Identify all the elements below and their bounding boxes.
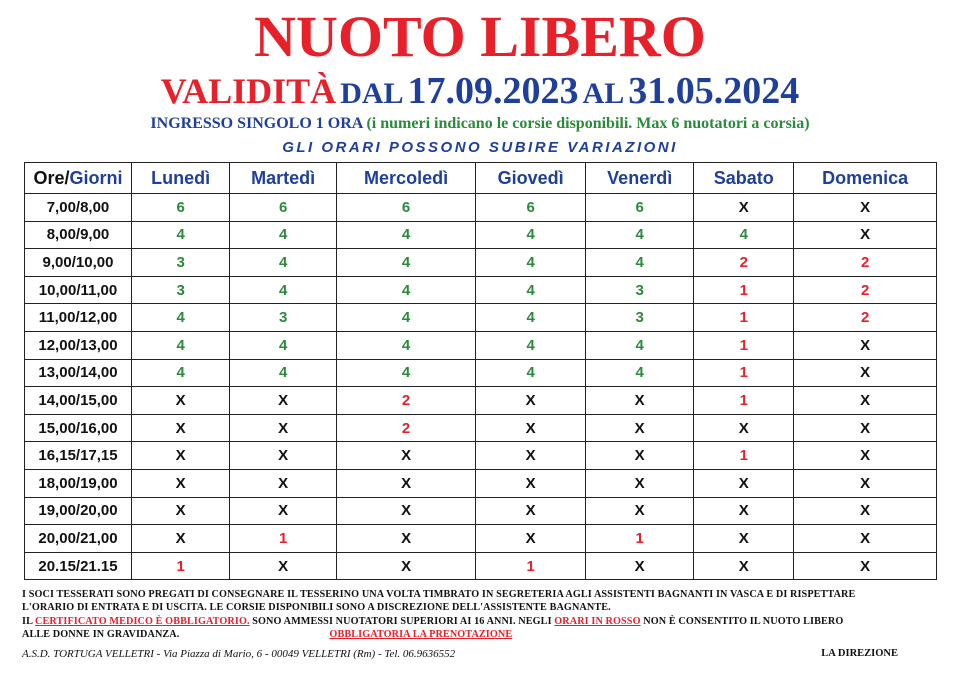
lane-availability-cell: X bbox=[694, 469, 794, 497]
lane-availability-cell: X bbox=[794, 194, 937, 222]
lane-availability-cell: 1 bbox=[694, 304, 794, 332]
table-header-row bbox=[25, 163, 937, 194]
lane-availability-cell: 2 bbox=[336, 414, 475, 442]
to-date: 31.05.2024 bbox=[628, 70, 800, 112]
lane-availability-cell: 4 bbox=[336, 304, 475, 332]
lane-availability-cell: X bbox=[230, 469, 337, 497]
lane-availability-cell: X bbox=[586, 552, 694, 580]
schedule-body bbox=[25, 194, 937, 580]
time-slot-cell: 7,00/8,00 bbox=[25, 194, 132, 222]
lane-availability-cell: 2 bbox=[794, 276, 937, 304]
lane-availability-cell: X bbox=[794, 221, 937, 249]
lane-availability-cell: X bbox=[586, 387, 694, 415]
lane-availability-cell: 1 bbox=[132, 552, 230, 580]
note-fragment: ALLE DONNE IN GRAVIDANZA. bbox=[22, 628, 180, 640]
lane-availability-cell: 4 bbox=[586, 331, 694, 359]
lane-availability-cell: 2 bbox=[794, 249, 937, 277]
lane-availability-cell: X bbox=[336, 442, 475, 470]
lane-availability-cell: X bbox=[230, 497, 337, 525]
table-row bbox=[25, 331, 937, 359]
lane-availability-cell: 1 bbox=[694, 276, 794, 304]
lane-availability-cell: 4 bbox=[230, 276, 337, 304]
lane-availability-cell: 4 bbox=[586, 221, 694, 249]
validity-word: VALIDITÀ bbox=[160, 71, 337, 111]
lane-availability-cell: 6 bbox=[586, 194, 694, 222]
time-slot-cell: 10,00/11,00 bbox=[25, 276, 132, 304]
note-line: I SOCI TESSERATI SONO PREGATI DI CONSEGNARE IL TESSERINO UNA VOLTA TIMBRATO IN SEGRETERIA AGLI ASSISTENTI BAGNANTI IN VASCA E DI RISPETTARE bbox=[22, 589, 856, 600]
lane-availability-cell: 4 bbox=[336, 359, 475, 387]
lane-availability-cell: 4 bbox=[476, 221, 586, 249]
time-slot-cell: 9,00/10,00 bbox=[25, 249, 132, 277]
lane-availability-cell: X bbox=[586, 414, 694, 442]
lane-availability-cell: 4 bbox=[230, 359, 337, 387]
lane-availability-cell: X bbox=[794, 331, 937, 359]
lane-availability-cell: 4 bbox=[586, 359, 694, 387]
lane-availability-cell: 3 bbox=[586, 304, 694, 332]
lane-availability-cell: 4 bbox=[586, 249, 694, 277]
lane-availability-cell: X bbox=[586, 442, 694, 470]
note-fragment: IL bbox=[22, 615, 36, 627]
footer bbox=[22, 648, 940, 660]
validity-line bbox=[0, 70, 960, 120]
lane-availability-cell: 2 bbox=[694, 249, 794, 277]
lane-availability-cell: 1 bbox=[694, 387, 794, 415]
lane-availability-cell: 4 bbox=[132, 331, 230, 359]
lane-availability-cell: 6 bbox=[230, 194, 337, 222]
lane-availability-cell: 4 bbox=[132, 359, 230, 387]
lane-availability-cell: 6 bbox=[476, 194, 586, 222]
time-slot-cell: 18,00/19,00 bbox=[25, 469, 132, 497]
lane-availability-cell: 1 bbox=[694, 331, 794, 359]
lane-availability-cell: X bbox=[132, 525, 230, 553]
table-row bbox=[25, 304, 937, 332]
lane-availability-cell: 4 bbox=[230, 331, 337, 359]
table-row bbox=[25, 194, 937, 222]
lane-availability-cell: X bbox=[794, 359, 937, 387]
lane-availability-cell: 4 bbox=[476, 359, 586, 387]
note-fragment: SONO AMMESSI NUOTATORI SUPERIORI AI 16 ANNI. NEGLI bbox=[249, 615, 555, 627]
note-fragment: NON È CONSENTITO IL NUOTO LIBERO bbox=[640, 615, 844, 627]
lane-availability-cell: 4 bbox=[132, 304, 230, 332]
lane-availability-cell: 1 bbox=[476, 552, 586, 580]
lane-availability-cell: X bbox=[476, 414, 586, 442]
lane-availability-cell: X bbox=[476, 387, 586, 415]
lane-availability-cell: X bbox=[132, 469, 230, 497]
lane-availability-cell: 3 bbox=[586, 276, 694, 304]
time-slot-cell: 13,00/14,00 bbox=[25, 359, 132, 387]
lane-availability-cell: X bbox=[476, 525, 586, 553]
note-line: L'ORARIO DI ENTRATA E DI USCITA. LE CORSIE DISPONIBILI SONO A DISCREZIONE DELL'ASSISTENTE BAGNANTE. bbox=[22, 602, 611, 614]
lane-availability-cell: X bbox=[230, 442, 337, 470]
lane-availability-cell: 4 bbox=[230, 221, 337, 249]
schedule-warning: GLI ORARI POSSONO SUBIRE VARIAZIONI bbox=[282, 139, 678, 156]
day-header: Martedì bbox=[230, 163, 337, 194]
entry-info bbox=[0, 114, 960, 134]
lane-availability-cell: X bbox=[694, 525, 794, 553]
lane-availability-cell: X bbox=[476, 442, 586, 470]
lane-availability-cell: X bbox=[132, 442, 230, 470]
time-slot-cell: 12,00/13,00 bbox=[25, 331, 132, 359]
table-row bbox=[25, 249, 937, 277]
lane-availability-cell: 1 bbox=[694, 442, 794, 470]
lane-availability-cell: X bbox=[132, 414, 230, 442]
day-header: Sabato bbox=[694, 163, 794, 194]
lane-availability-cell: X bbox=[336, 469, 475, 497]
booking-required-note: OBBLIGATORIA LA PRENOTAZIONE bbox=[329, 628, 513, 640]
lane-availability-cell: 4 bbox=[476, 276, 586, 304]
table-row bbox=[25, 552, 937, 580]
lane-availability-cell: 4 bbox=[476, 331, 586, 359]
table-row bbox=[25, 414, 937, 442]
lane-availability-cell: 6 bbox=[336, 194, 475, 222]
corner-label-hours: Ore/ bbox=[33, 167, 70, 188]
table-row bbox=[25, 442, 937, 470]
lane-availability-cell: X bbox=[230, 387, 337, 415]
lane-availability-cell: X bbox=[336, 525, 475, 553]
lane-availability-cell: 4 bbox=[336, 331, 475, 359]
entry-main: INGRESSO SINGOLO 1 ORA bbox=[150, 115, 363, 132]
day-header: Giovedì bbox=[476, 163, 586, 194]
lane-availability-cell: X bbox=[794, 442, 937, 470]
notes-block bbox=[22, 588, 940, 641]
lane-availability-cell: 1 bbox=[230, 525, 337, 553]
lane-availability-cell: 3 bbox=[132, 249, 230, 277]
lane-availability-cell: 4 bbox=[230, 249, 337, 277]
lane-availability-cell: X bbox=[794, 414, 937, 442]
lane-availability-cell: X bbox=[694, 194, 794, 222]
medical-certificate-note: CERTIFICATO MEDICO È OBBLIGATORIO. bbox=[35, 615, 250, 627]
lane-availability-cell: 3 bbox=[132, 276, 230, 304]
lane-availability-cell: X bbox=[586, 497, 694, 525]
lane-availability-cell: X bbox=[336, 552, 475, 580]
lane-availability-cell: X bbox=[336, 497, 475, 525]
lane-availability-cell: 4 bbox=[694, 221, 794, 249]
association-info: A.S.D. TORTUGA VELLETRI - Via Piazza di Mario, 6 - 00049 VELLETRI (Rm) - Tel. 06.9636552 bbox=[22, 648, 456, 660]
lane-availability-cell: X bbox=[230, 414, 337, 442]
table-row bbox=[25, 387, 937, 415]
corner-header bbox=[25, 163, 132, 194]
time-slot-cell: 20,00/21,00 bbox=[25, 525, 132, 553]
signature: LA DIREZIONE bbox=[821, 648, 898, 659]
lane-availability-cell: X bbox=[794, 387, 937, 415]
lane-availability-cell: 4 bbox=[336, 249, 475, 277]
table-row bbox=[25, 469, 937, 497]
lane-availability-cell: X bbox=[132, 387, 230, 415]
to-word: AL bbox=[582, 77, 625, 110]
time-slot-cell: 20.15/21.15 bbox=[25, 552, 132, 580]
table-row bbox=[25, 359, 937, 387]
note-line bbox=[22, 628, 940, 641]
time-slot-cell: 19,00/20,00 bbox=[25, 497, 132, 525]
table-row bbox=[25, 497, 937, 525]
lane-availability-cell: X bbox=[132, 497, 230, 525]
lane-availability-cell: X bbox=[694, 497, 794, 525]
schedule-table bbox=[24, 162, 937, 580]
from-word: DAL bbox=[340, 77, 404, 110]
lane-availability-cell: X bbox=[694, 414, 794, 442]
lane-availability-cell: 6 bbox=[132, 194, 230, 222]
red-hours-note: ORARI IN ROSSO bbox=[554, 615, 641, 627]
lane-availability-cell: X bbox=[794, 552, 937, 580]
note-line bbox=[22, 615, 940, 628]
lane-availability-cell: 3 bbox=[230, 304, 337, 332]
time-slot-cell: 11,00/12,00 bbox=[25, 304, 132, 332]
lane-availability-cell: 1 bbox=[694, 359, 794, 387]
time-slot-cell: 14,00/15,00 bbox=[25, 387, 132, 415]
lane-availability-cell: 4 bbox=[476, 249, 586, 277]
lane-availability-cell: X bbox=[476, 497, 586, 525]
lane-availability-cell: 4 bbox=[336, 276, 475, 304]
day-header: Mercoledì bbox=[336, 163, 475, 194]
lane-availability-cell: X bbox=[230, 552, 337, 580]
lane-availability-cell: 4 bbox=[336, 221, 475, 249]
day-header: Venerdì bbox=[586, 163, 694, 194]
lane-availability-cell: X bbox=[586, 469, 694, 497]
lane-availability-cell: 4 bbox=[476, 304, 586, 332]
entry-note: (i numeri indicano le corsie disponibili. Max 6 nuotatori a corsia) bbox=[366, 115, 810, 132]
lane-availability-cell: X bbox=[794, 525, 937, 553]
lane-availability-cell: X bbox=[694, 552, 794, 580]
page-title: NUOTO LIBERO bbox=[254, 4, 706, 69]
time-slot-cell: 8,00/9,00 bbox=[25, 221, 132, 249]
lane-availability-cell: X bbox=[794, 497, 937, 525]
corner-label-days: Giorni bbox=[69, 167, 123, 188]
time-slot-cell: 15,00/16,00 bbox=[25, 414, 132, 442]
lane-availability-cell: 1 bbox=[586, 525, 694, 553]
table-row bbox=[25, 221, 937, 249]
from-date: 17.09.2023 bbox=[407, 70, 579, 112]
table-row bbox=[25, 276, 937, 304]
lane-availability-cell: 2 bbox=[336, 387, 475, 415]
lane-availability-cell: X bbox=[476, 469, 586, 497]
lane-availability-cell: 2 bbox=[794, 304, 937, 332]
time-slot-cell: 16,15/17,15 bbox=[25, 442, 132, 470]
lane-availability-cell: 4 bbox=[132, 221, 230, 249]
table-row bbox=[25, 525, 937, 553]
lane-availability-cell: X bbox=[794, 469, 937, 497]
day-header: Lunedì bbox=[132, 163, 230, 194]
day-header: Domenica bbox=[794, 163, 937, 194]
